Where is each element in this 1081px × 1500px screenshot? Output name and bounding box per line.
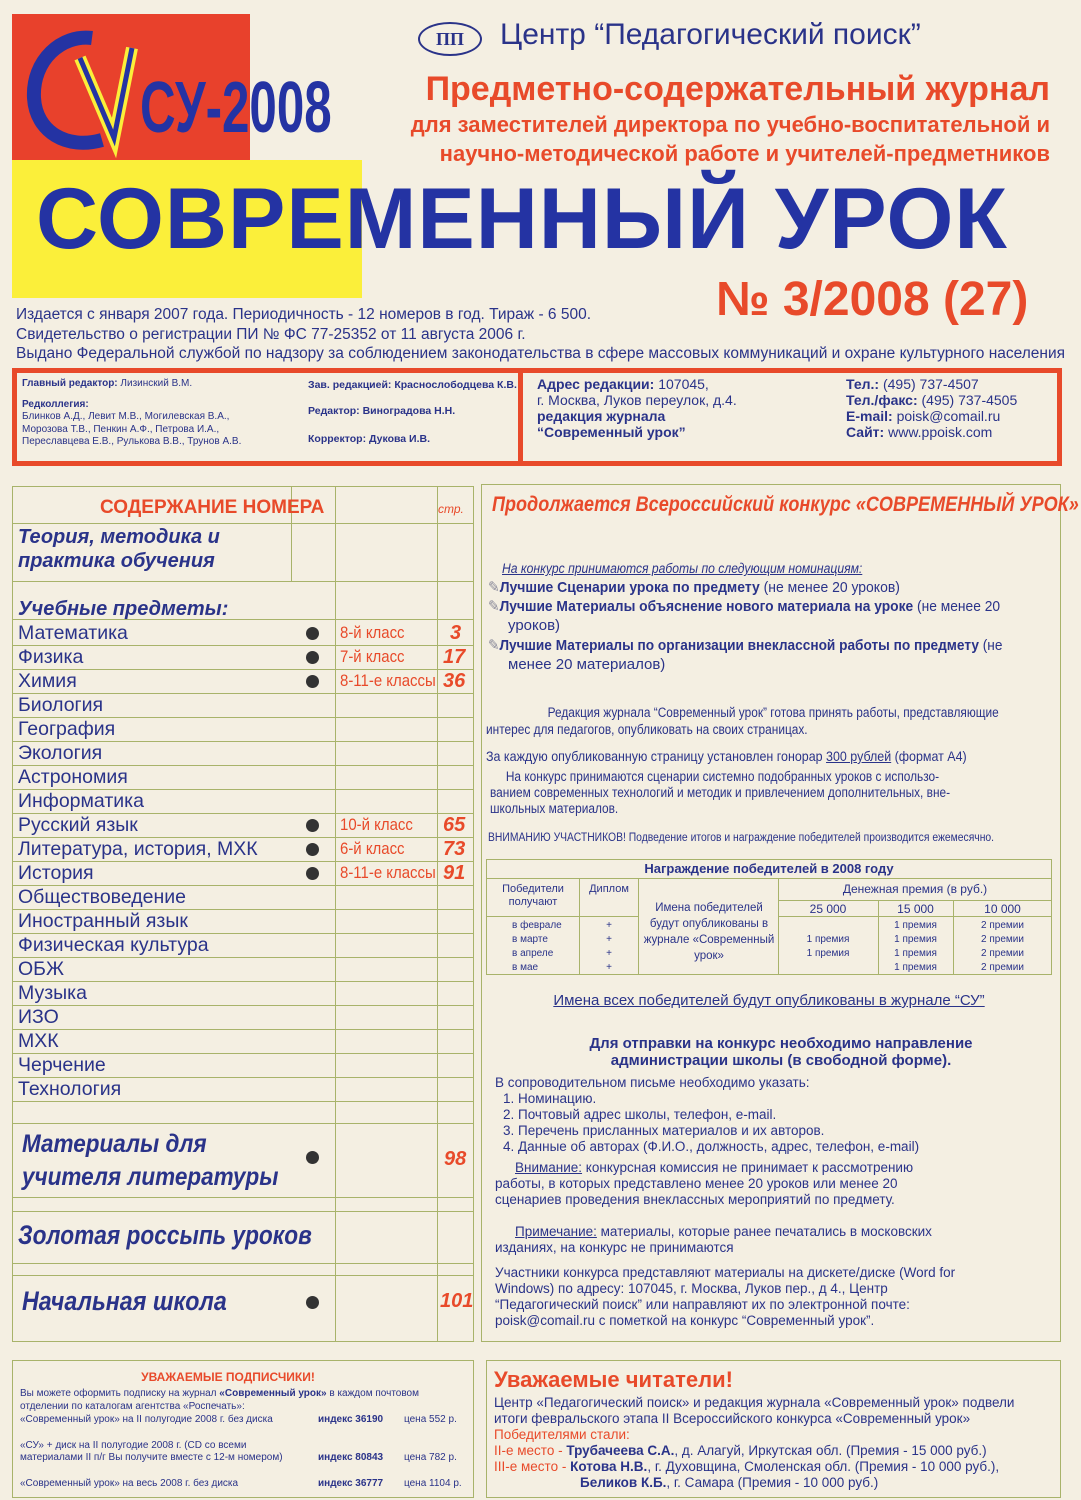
editorial-note-line: Редакция журнала “Современный урок” готова принять работы, представляющие <box>547 705 999 720</box>
corrector-name: Дукова И.В. <box>369 433 431 445</box>
prize-cell: в мае <box>512 962 539 973</box>
bullet-icon <box>306 651 319 664</box>
intro-journal: «Современный урок» <box>219 1388 327 1399</box>
nominations-intro: На конкурс принимаются работы по следующим номинациям: <box>502 561 863 576</box>
corrector-label: Корректор: <box>308 433 367 445</box>
section-theory[interactable]: Теория, методика и практика обучения <box>18 526 220 572</box>
bullet-icon <box>306 867 319 880</box>
board-label: Редколлегия: <box>22 398 89 410</box>
subject-item[interactable]: ИЗО <box>18 1006 59 1028</box>
section-literature-line: Материалы для <box>22 1130 207 1158</box>
submission-line: poisk@comail.ru с пометкой на конкурс “Современный урок”. <box>495 1313 875 1328</box>
bullet-icon <box>306 843 319 856</box>
winner-details: , д. Алагуй, Иркутская обл. (Премия - 15 000 руб.) <box>674 1443 987 1458</box>
tel-label: Тел.: <box>846 376 880 392</box>
pub-info-line: Выдано Федеральной службой по надзору за соблюдением законодательства в сфере массовых коммуникаций и охране культурного населения <box>16 345 1066 362</box>
page-column-label: стр. <box>438 502 464 516</box>
toc-gridline <box>437 487 438 1341</box>
subject-row-divider <box>12 669 474 670</box>
publisher-emblem-icon: ПП <box>418 22 482 56</box>
readers-line: Центр «Педагогический поиск» и редакция журнала «Современный урок» подвели <box>494 1395 1015 1410</box>
nomination-2-title: Лучшие Материалы объяснение нового материала на уроке <box>499 598 914 615</box>
logo-year-text: СУ-2008 <box>140 67 332 149</box>
prize-gridline <box>486 916 639 917</box>
editorial-staff <box>22 378 241 449</box>
editorial-note-line: интерес для педагогов, опубликовать на своих страницах. <box>486 722 808 737</box>
editor-name: Виноградова Н.Н. <box>362 405 456 417</box>
scenario-note-line: На конкурс принимаются сценарии системно подобранных уроков с использо- <box>505 769 940 784</box>
nomination-3 <box>488 636 1043 655</box>
issue-number: № 3/2008 (27) <box>716 273 1029 326</box>
subscription-price: цена 782 р. <box>404 1452 457 1463</box>
subject-item[interactable]: Химия <box>18 670 77 692</box>
prize-amount: 25 000 <box>809 902 847 916</box>
winner-details: , г. Самара (Премия - 10 000 руб.) <box>666 1475 879 1490</box>
nomination-2 <box>488 597 1040 616</box>
address-label: Адрес редакции: <box>537 376 655 392</box>
prize-cell: в марте <box>512 934 548 945</box>
prize-cell: 1 премия <box>894 962 937 973</box>
fax-value: (495) 737-4505 <box>921 392 1018 408</box>
page-number: 98 <box>444 1148 467 1170</box>
journal-title: СОВРЕМЕННЫЙ УРОК <box>36 171 1008 267</box>
grade-label: 10-й класс <box>340 815 413 834</box>
fax-label: Тел./факс: <box>846 392 918 408</box>
intro-text: в каждом почтовом <box>326 1388 419 1399</box>
col-names: Имена победителей будут опубликованы в журнале «Современный урок» <box>643 902 775 962</box>
warning-text: работы, в которых представлено менее 20 уроков или менее 20 <box>495 1176 898 1191</box>
subject-item[interactable]: Русский язык <box>18 814 138 836</box>
pub-info-line: Свидетельство о регистрации ПИ № ФС 77-25352 от 11 августа 2006 г. <box>16 325 526 343</box>
prize-cell: в феврале <box>512 920 562 931</box>
nomination-3-title: Лучшие Материалы по организации внеклассной работы по предмету <box>499 637 979 654</box>
head-editor: Краснослободцева К.В. <box>394 379 517 391</box>
editorial-roles <box>308 378 517 446</box>
grade-label: 8-й класс <box>340 623 405 642</box>
winner-name: Беликов К.Б. <box>580 1475 667 1490</box>
remark-label: Примечание: <box>515 1224 597 1239</box>
section-literature-line: учителя литературы <box>22 1163 279 1191</box>
submission-line: “Педагогический поиск” или направляют их по электронной почте: <box>495 1297 910 1312</box>
subject-item[interactable]: Обществоведение <box>18 886 186 908</box>
nomination-1-note: (не менее 20 уроков) <box>759 579 900 596</box>
letter-item: 3. Перечень присланных материалов и их авторов. <box>503 1123 825 1138</box>
subscription-index: индекс 36190 <box>318 1414 384 1425</box>
subject-row-divider <box>12 1101 474 1102</box>
bullet-icon <box>306 1151 319 1164</box>
email-label: E-mail: <box>846 408 893 424</box>
prize-cell: + <box>606 920 612 931</box>
winner-place: III-е место - <box>494 1459 571 1474</box>
pub-info-line: Издается с января 2007 года. Периодичность - 12 номеров в год. Тираж - 6 500. <box>16 306 592 323</box>
winner-place: II-е место - <box>494 1443 567 1458</box>
subject-item[interactable]: Астрономия <box>18 766 128 788</box>
journal-audience <box>290 110 1050 168</box>
subscription-price: цена 552 р. <box>404 1414 457 1425</box>
address-journal: “Современный урок” <box>537 424 686 440</box>
prize-gridline <box>778 916 1052 917</box>
scenario-note-line: школьных материалов. <box>490 801 619 816</box>
bullet-icon <box>306 819 319 832</box>
subject-item[interactable]: География <box>18 718 116 740</box>
prize-cell: 2 премии <box>981 920 1024 931</box>
subject-row-divider <box>12 1005 474 1006</box>
subscription-name: «СУ» + диск на II полугодие 2008 г. (CD со всеми <box>20 1440 247 1451</box>
page-number: 65 <box>443 814 466 836</box>
contacts <box>846 376 1017 440</box>
col-money: Денежная премия (в руб.) <box>842 882 988 896</box>
chief-editor: Лизинский В.М. <box>120 378 193 389</box>
section-primary[interactable]: Начальная школа <box>22 1286 227 1316</box>
section-golden[interactable]: Золотая россыпь уроков <box>18 1220 312 1250</box>
letter-intro: В сопроводительном письме необходимо указать: <box>495 1075 810 1090</box>
pencil-icon: ✎ <box>488 579 500 596</box>
winner-name: Котова Н.В. <box>570 1459 648 1474</box>
letter-requirements <box>495 1075 919 1155</box>
subject-item[interactable]: Иностранный язык <box>18 910 188 932</box>
warning-text: сценариев проведения внеклассных мероприятий по предмету. <box>495 1192 895 1207</box>
address-recipient: редакция журнала <box>537 408 666 424</box>
prize-gridline <box>486 878 1052 879</box>
prize-cell: + <box>606 948 612 959</box>
readers-text <box>494 1395 1014 1491</box>
publisher-name: Центр “Педагогический поиск” <box>500 18 921 51</box>
readers-line: итоги февральского этапа II Всероссийского конкурса «Современный урок» <box>494 1411 971 1426</box>
remark-text: материалы, которые ранее печатались в московских <box>596 1224 932 1239</box>
journal-type: Предметно-содержательный журнал <box>425 70 1050 108</box>
prize-cell: + <box>606 962 612 973</box>
toc-gridline <box>13 1275 473 1276</box>
submission-line: Windows) по адресу: 107045, г. Москва, Луков пер., д 4., Центр <box>495 1281 888 1296</box>
send-line: администрации школы (в свободной форме). <box>610 1052 952 1069</box>
subject-item[interactable]: Математика <box>18 622 128 644</box>
nomination-1-title: Лучшие Сценарии урока по предмету <box>499 579 760 596</box>
nomination-2-note: (не менее 20 <box>913 598 1001 615</box>
editor-label: Редактор: <box>308 405 360 417</box>
page-number: 73 <box>443 838 466 860</box>
subject-item[interactable]: Технология <box>18 1078 122 1100</box>
subscribers-title: УВАЖАЕМЫЕ ПОДПИСЧИКИ! <box>141 1370 315 1384</box>
warning-text: конкурсная комиссия не принимает к рассмотрению <box>582 1160 914 1175</box>
submission-line: Участники конкурса представляют материалы на дискете/диске (Word for <box>495 1265 956 1280</box>
page-number: 101 <box>440 1290 474 1312</box>
subject-item[interactable]: Черчение <box>18 1054 106 1076</box>
winner-details: , г. Духовщина, Смоленская обл. (Премия - 10 000 руб.), <box>647 1459 1000 1474</box>
toc-gridline <box>13 523 473 524</box>
scenario-note <box>490 769 1044 817</box>
subject-item[interactable]: Информатика <box>18 790 144 812</box>
prize-cell: 1 премия <box>806 948 850 959</box>
editorial-address <box>537 376 737 440</box>
audience-line: для заместителей директора по учебно-воспитательной и <box>410 112 1050 137</box>
col-receivers: Победители получают <box>502 883 564 908</box>
bullet-icon <box>306 627 319 640</box>
attention-note: ВНИМАНИЮ УЧАСТНИКОВ! Подведение итогов и награждение победителей производится ежемесячно. <box>488 832 995 844</box>
subject-row-divider <box>12 1029 474 1030</box>
subscription-name: «Современный урок» на II полугодие 2008 г. без диска <box>20 1414 273 1425</box>
subscription-price: цена 1104 р. <box>404 1478 462 1489</box>
subject-item[interactable]: Физика <box>18 646 84 668</box>
send-requirements <box>486 1035 1076 1069</box>
prize-cell: 1 премия <box>894 934 937 945</box>
contents-heading: СОДЕРЖАНИЕ НОМЕРА <box>100 497 325 518</box>
publication-info <box>16 305 1065 364</box>
letter-item: 2. Почтовый адрес школы, телефон, e-mail. <box>503 1107 777 1122</box>
toc-gridline <box>13 1123 473 1124</box>
address-street: г. Москва, Луков переулок, д.4. <box>537 392 737 408</box>
head-label: Зав. редакцией: <box>308 379 392 391</box>
prize-gridline <box>638 878 639 975</box>
subscription-index: индекс 36777 <box>318 1478 384 1489</box>
page-number: 91 <box>443 862 466 884</box>
board-members: Морозова Т.В., Пенкин А.Ф., Петрова И.А., <box>22 423 220 435</box>
bullet-icon <box>306 1296 319 1309</box>
toc-gridline <box>13 1211 473 1212</box>
send-line: Для отправки на конкурс необходимо направление <box>589 1035 973 1052</box>
nomination-1 <box>488 578 1009 597</box>
names-note: Имена всех победителей будут опубликованы в журнале “СУ” <box>553 992 985 1009</box>
prize-amount: 15 000 <box>897 902 934 916</box>
winner-name: Трубачеева С.А. <box>566 1443 675 1458</box>
prize-gridline <box>778 900 1052 901</box>
prize-cell: 1 премия <box>894 920 937 931</box>
subscription-name: «Современный урок» на весь 2008 г. без диска <box>20 1478 239 1489</box>
prize-cell: 2 премии <box>981 934 1024 945</box>
fee-amount: 300 рублей <box>826 748 892 764</box>
contest-title: Продолжается Всероссийский конкурс «СОВРЕМЕННЫЙ УРОК» <box>492 493 1079 516</box>
fee-line <box>486 748 1056 765</box>
prize-cell: 1 премия <box>806 934 850 945</box>
prize-cell: 2 премии <box>981 962 1024 973</box>
toc-gridline <box>13 1197 473 1198</box>
grade-label: 7-й класс <box>340 647 405 666</box>
subject-item[interactable]: ОБЖ <box>18 958 64 980</box>
grade-label: 6-й класс <box>340 839 405 858</box>
fee-format: (формат А4) <box>891 748 967 764</box>
site-link[interactable]: www.ppoisk.com <box>888 424 993 440</box>
warning-label: Внимание: <box>515 1160 583 1175</box>
tel-value: (495) 737-4507 <box>882 376 979 392</box>
scenario-note-line: ванием современных технологий и методик и привлечением дополнительных, вне- <box>490 785 951 800</box>
chief-editor-label: Главный редактор: <box>22 378 118 389</box>
warning-note <box>495 1160 913 1208</box>
subject-item[interactable]: Литература, история, МХК <box>18 838 258 860</box>
toc-gridline <box>335 487 336 1341</box>
subject-item[interactable]: Экология <box>18 742 103 764</box>
email-link[interactable]: poisk@comail.ru <box>896 408 1001 424</box>
page-number: 17 <box>443 646 466 668</box>
prize-cell: 2 премии <box>981 948 1024 959</box>
intro-text: Вы можете оформить подписку на журнал <box>20 1388 220 1399</box>
subscribers-intro <box>20 1388 419 1400</box>
nomination-2-cont: уроков) <box>508 617 561 634</box>
subject-item[interactable]: МХК <box>18 1030 59 1052</box>
fee-text: За каждую опубликованную страницу установлен гонорар <box>486 748 827 764</box>
subject-item[interactable]: Биология <box>18 694 104 716</box>
page-number: 36 <box>443 670 466 692</box>
subscribers-intro-2: отделении по каталогам агентства «Роспечать»: <box>20 1401 245 1412</box>
subscription-name: материалами II п/г Вы получите вместе с 12-м номером) <box>20 1452 283 1463</box>
bullet-icon <box>306 675 319 688</box>
col-diploma: Диплом <box>589 883 629 895</box>
letter-item: 4. Данные об авторах (Ф.И.О., должность, адрес, телефон, e-mail) <box>503 1139 920 1154</box>
winners-label: Победителями стали: <box>494 1427 630 1442</box>
address-zip: 107045, <box>658 376 709 392</box>
readers-title: Уважаемые читатели! <box>494 1367 733 1392</box>
page-number: 3 <box>450 622 462 644</box>
board-members: Блинков А.Д., Левит М.В., Могилевская В.А., <box>22 411 230 422</box>
pencil-icon: ✎ <box>488 637 500 654</box>
section-literature[interactable] <box>22 1128 279 1194</box>
remark-note <box>495 1224 932 1256</box>
prize-cell: 1 премия <box>894 948 937 959</box>
subject-item[interactable]: История <box>18 862 94 884</box>
journal-logo <box>22 20 332 170</box>
remark-text: изданиях, на конкурс не принимаются <box>495 1240 734 1255</box>
toc-gridline <box>13 1263 473 1264</box>
subject-item[interactable]: Физическая культура <box>18 934 209 956</box>
nomination-3-note: (не <box>978 637 1003 654</box>
nomination-3-cont: менее 20 материалов) <box>508 656 666 673</box>
prize-cell: в апреле <box>512 948 554 959</box>
subject-row-divider <box>12 957 474 958</box>
prize-table-title: Награждение победителей в 2008 году <box>644 861 894 876</box>
grade-label: 8-11-е классы <box>340 863 436 882</box>
audience-line: научно-методической работе и учителей-предметников <box>439 141 1050 166</box>
board-members: Переславцева Е.В., Рулькова В.В., Трунов А.В. <box>22 436 242 447</box>
subject-item[interactable]: Музыка <box>18 982 87 1004</box>
grade-label: 8-11-е классы <box>340 671 436 690</box>
pencil-icon: ✎ <box>488 598 500 615</box>
letter-item: 1. Номинацию. <box>503 1091 597 1106</box>
section-subjects: Учебные предметы: <box>18 598 229 620</box>
prize-cell: + <box>606 934 612 945</box>
subscription-index: индекс 80843 <box>318 1452 384 1463</box>
imprint-divider <box>518 368 523 466</box>
submission-note <box>495 1265 955 1329</box>
site-label: Сайт: <box>846 424 885 440</box>
prize-amount: 10 000 <box>984 902 1021 916</box>
toc-gridline <box>13 581 473 582</box>
editorial-note <box>486 704 1049 738</box>
